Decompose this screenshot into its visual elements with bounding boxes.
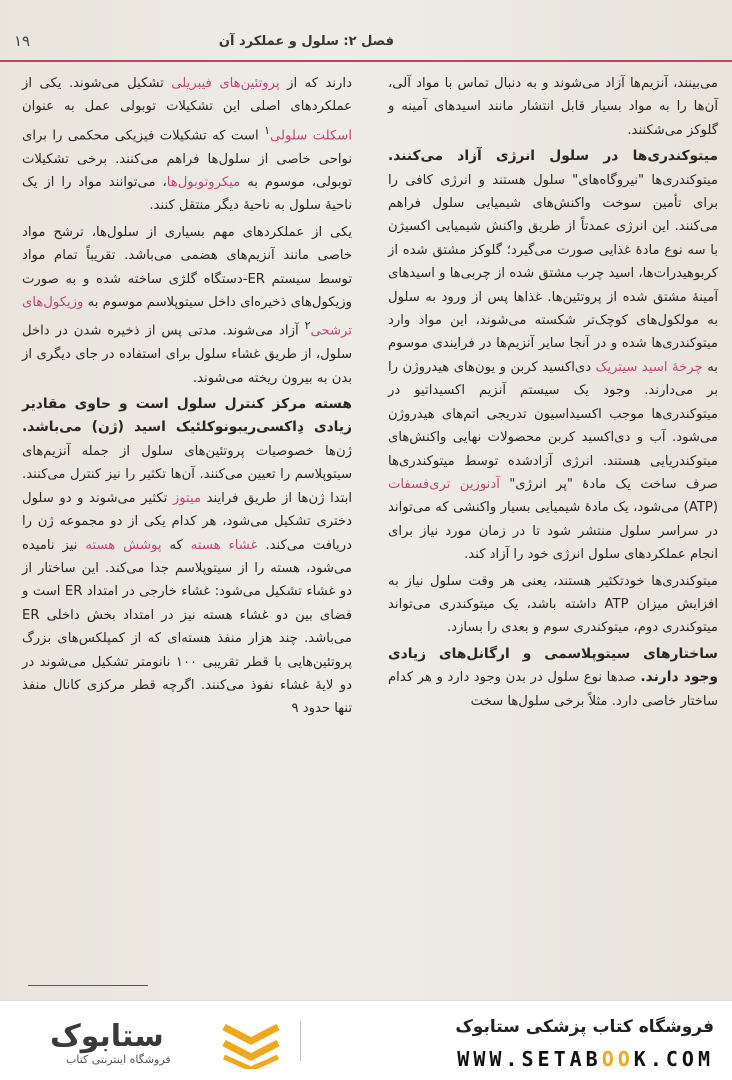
term-cytoskeleton: اسکلت سلولی [270, 128, 352, 144]
left-column [22, 72, 352, 724]
store-logo[interactable] [20, 1011, 290, 1071]
footnote-mark: ۲ [304, 319, 311, 333]
page-number: ۱۹ [14, 32, 31, 50]
store-url-link[interactable]: WWW.SETABOOK.COM [457, 1047, 714, 1071]
paragraph: میتوکندری‌ها خودتکثیر هستند، یعنی هر وقت سلول نیاز به افزایش میزان ATP داشته باشد، یک میتوکندری می‌تواند میتوکندری دوم، میتوکندری سوم و بعدی را بسازد. [388, 573, 718, 636]
logo-tagline: فروشگاه اینترنتی کتاب [66, 1053, 171, 1066]
term-nuclear-envelope: پوشش هسته [85, 537, 162, 553]
footnote-mark: ۱ [264, 123, 270, 137]
chapter-title: فصل ۲: سلول و عملکرد آن [218, 34, 394, 49]
term-secretory-vesicles: وزیکول‌های ترشحی [22, 295, 352, 339]
term-atp: آدنوزین تری‌فسفات [388, 476, 500, 492]
paragraph: هسته مرکز کنترل سلول است و حاوی مقادیر زیادی دِاکسی‌ریبونوکلئیک اسید (ژن) می‌باشد. ژن‌ها خصوصیات پروتئین‌های سلول از جمله آنزیم‌های سیتوپلاسم را تعیین می‌کنند. آن‌ها تکثیر را نیز کنترل می‌کنند. ابتدا ژن‌ها از طریق فرایند میتوز تکثیر می‌شوند و دو سلول دختری تشکیل می‌شود، هر کدام یکی از دو مجموعه ژن را دریافت می‌کند. غشاء هسته که پوشش هسته نیز نامیده می‌شود، هسته را از سیتوپلاسم جدا می‌کند. این ساختار از دو غشاء تشکیل می‌شود: غشاء خارجی در امتداد ER است و فضای بین دو غشاء هسته نیز در امتداد بخش داخلی ER می‌باشد. چند هزار منفذ هسته‌ای که از کمپلکس‌های بزرگ پروتئین‌هایی با قطر تقریبی ۱۰۰ نانومتر تشکیل می‌شوند در دو لایهٔ غشاء نفوذ می‌کنند. اگرچه قطر مرکزی کانال منفذ تنها حدود ۹ [22, 396, 352, 717]
section-heading: ساختارهای سیتوپلاسمی و ارگانل‌های زیادی وجود دارند. [388, 645, 718, 686]
chevron-stack-icon [216, 1021, 286, 1069]
paragraph: می‌بینند، آنزیم‌ها آزاد می‌شوند و به دنبال تماس با مواد آلی، آن‌ها را به مواد بسیار قابل انتشار مانند اسیدهای آمینه و گلوکز می‌شکنند. [388, 76, 718, 138]
term-nuclear-membrane: غشاء هسته [190, 537, 258, 553]
paragraph: ساختارهای سیتوپلاسمی و ارگانل‌های زیادی وجود دارند. صدها نوع سلول در بدن وجود دارد و هر کدام ساختار خاصی دارد. مثلاً برخی سلول‌ها سخت [388, 645, 718, 709]
term-microtubules: میکروتوبول‌ها [166, 175, 241, 191]
term-mitosis: میتوز [172, 490, 202, 506]
section-heading: میتوکندری‌ها در سلول انرژی آزاد می‌کنند. [388, 148, 718, 165]
section-heading: هسته مرکز کنترل سلول است و حاوی مقادیر زیادی دِاکسی‌ریبونوکلئیک اسید (ژن) می‌باشد. [22, 396, 352, 436]
store-name: فروشگاه کتاب پزشکی ستابوک [455, 1017, 714, 1037]
paragraph: دارند که از پروتئین‌های فیبریلی تشکیل می‌شوند. یکی از عملکردهای اصلی این تشکیلات توبولی عمل به عنوان اسکلت سلولی$^۱$ است که تشکیلات فیزیکی محکمی را برای نواحی خاصی از سلول‌ها فراهم می‌کنند. برخی تشکیلات توبولی، موسوم به میکروتوبول‌ها، می‌توانند مواد را از یک ناحیهٔ سلول به ناحیهٔ دیگر منتقل کنند. [22, 76, 352, 214]
paragraph: میتوکندری‌ها در سلول انرژی آزاد می‌کنند. میتوکندری‌ها "نیروگاه‌های" سلول هستند و انرژی کافی را برای تأمین سوخت واکنش‌های شیمیایی سلول فراهم می‌کنند. این انرژی عمدتاً از طریق واکنش شیمیایی اکسیژن با سه نوع مادهٔ غذایی صورت می‌گیرد؛ گلوکز مشتق شده از کربوهیدرات‌ها، اسید چرب مشتق شده از چربی‌ها و اسیدهای آمینهٔ مشتق شده از پروتئین‌ها. غذاها پس از ورود به سلول به مولکول‌های کوچک‌تر شکسته می‌شوند، این مواد وارد میتوکندری‌ها شده و در آنجا سایر آنزیم‌ها در فرایندی موسوم به چرخهٔ اسید سیتریک دی‌اکسید کربن و یون‌های هیدروژن را بر می‌دارند. وجود یک سیستم آنزیم اکسیداتیو در میتوکندری‌ها موجب اکسیداسیون تدریجی اتم‌های هیدروژن می‌شود. آب و دی‌اکسید کربن محصولات نهایی واکنش‌های میتوکندریایی هستند. انرژی آزادشده توسط میتوکندری‌ها صرف ساخت یک مادهٔ "پر انرژی" آدنوزین تری‌فسفات (ATP) می‌شود، یک مادهٔ شیمیایی بسیار واکنشی که می‌تواند در سراسر سلول منتشر شود تا در زمان مورد نیاز برای انجام عملکردهای سلول انرژی خود را آزاد کند. [388, 148, 718, 563]
right-column [388, 72, 718, 716]
paragraph: یکی از عملکردهای مهم بسیاری از سلول‌ها، ترشح مواد خاصی مانند آنزیم‌های هضمی می‌باشد. تقریباً تمام مواد توسط سیستم ER-دستگاه گلژی ساخته شده و به صورت وزیکول‌های ذخیره‌ای داخل سیتوپلاسم موسوم به وزیکول‌های ترشحی$^۲$ آزاد می‌شوند. مدتی پس از ذخیره شدن در داخل سلول، از طریق غشاء سلول برای استفاده در جای دیگری از بدن به بیرون ریخته می‌شوند. [22, 224, 352, 386]
footer-divider [300, 1021, 301, 1061]
logo-wordmark: ستابوک [50, 1019, 164, 1054]
term-fibrillar-proteins: پروتئین‌های فیبریلی [171, 76, 280, 91]
page-header [0, 28, 732, 62]
footnote-rule [28, 985, 148, 986]
header-rule [0, 60, 732, 62]
term-citric-acid-cycle: چرخهٔ اسید سیتریک [595, 359, 703, 375]
store-footer-banner [0, 1000, 732, 1080]
